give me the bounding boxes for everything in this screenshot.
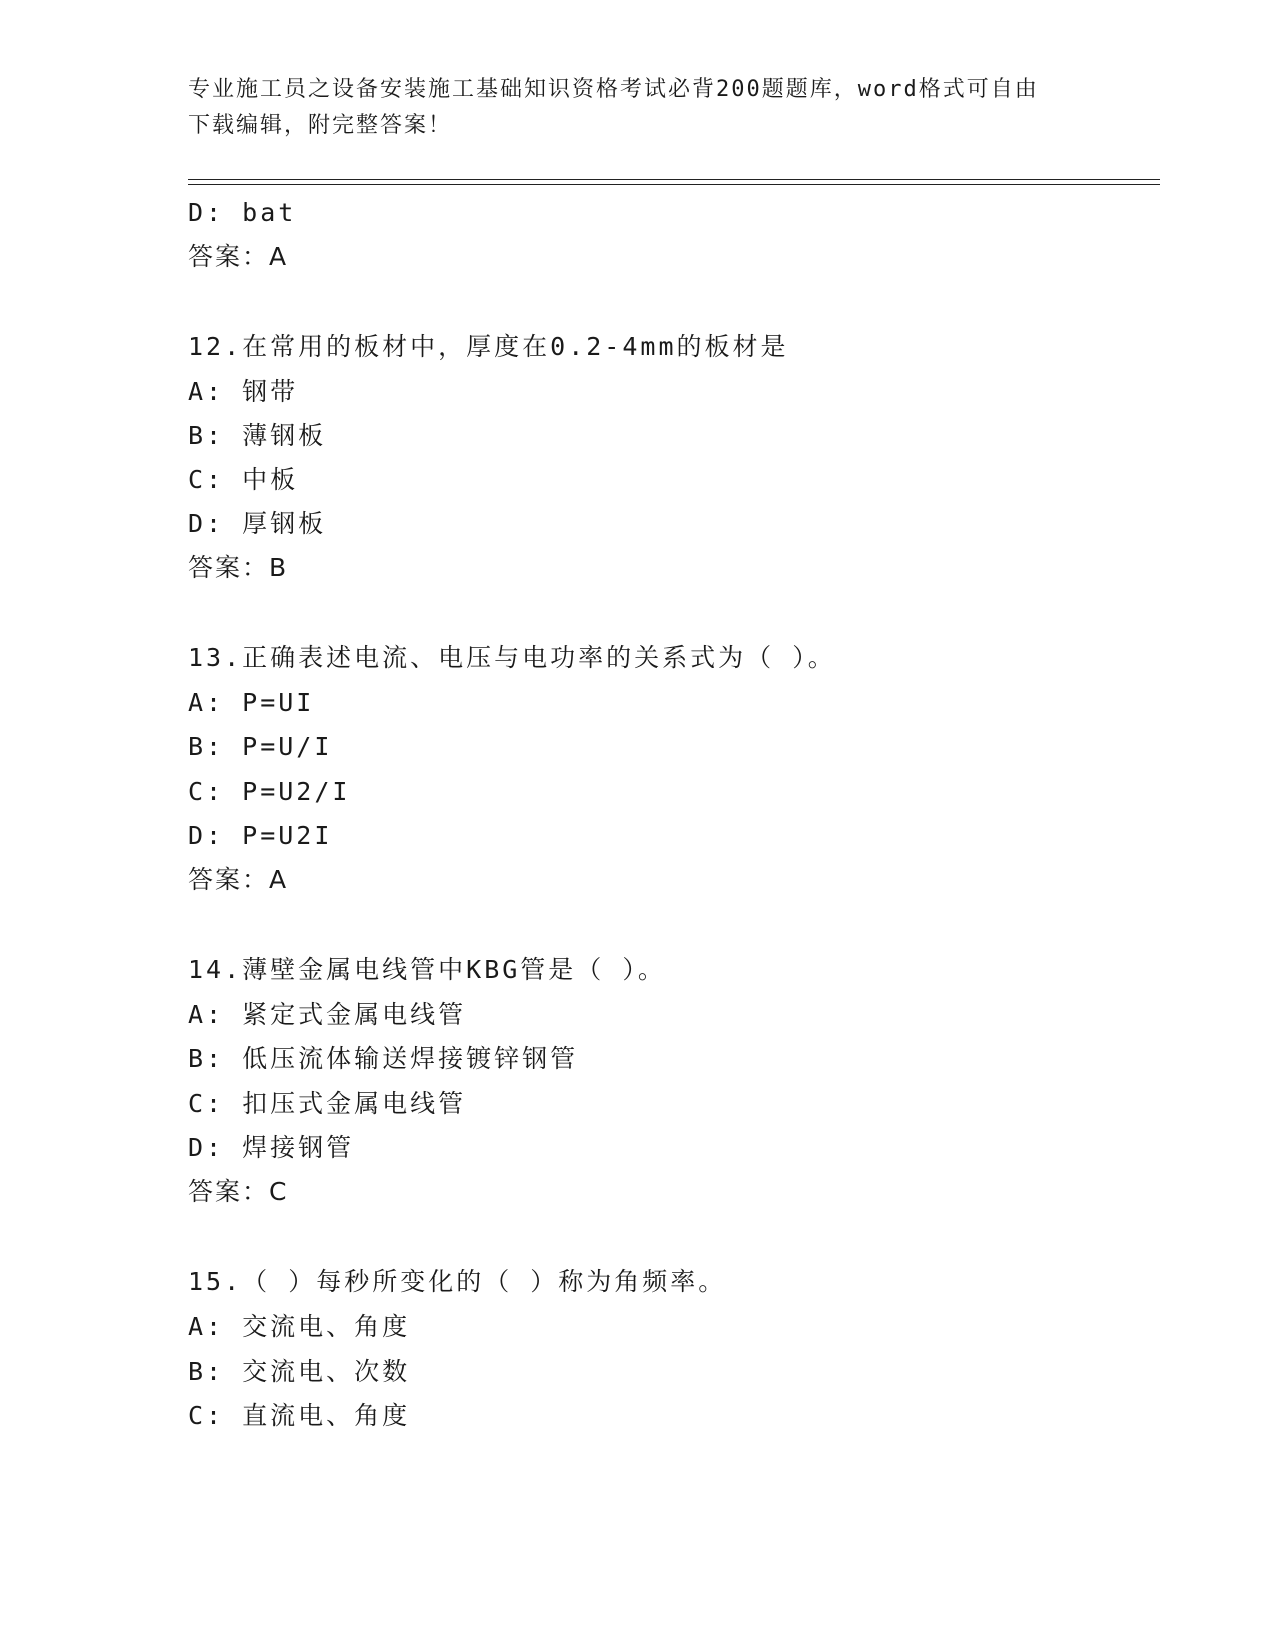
question-13-option-d: D: P=U2I (188, 821, 333, 850)
header-line-1: 专业施工员之设备安装施工基础知识资格考试必背200题题库，word格式可自由 (188, 77, 1039, 102)
question-15-option-b: B: 交流电、次数 (188, 1357, 411, 1386)
question-15-stem: 15.（ ）每秒所变化的（ ）称为角频率。 (188, 1267, 727, 1296)
question-12-option-a: A: 钢带 (188, 377, 299, 406)
header-divider-top (188, 179, 1160, 180)
header-divider-bottom (188, 184, 1160, 185)
question-13-option-b: B: P=U/I (188, 732, 333, 761)
question-12-option-c: C: 中板 (188, 465, 299, 494)
question-15-option-c: C: 直流电、角度 (188, 1401, 411, 1430)
prev-option-d: D: bat (188, 198, 297, 227)
question-12-option-d: D: 厚钢板 (188, 509, 327, 538)
prev-answer: 答案：A (188, 242, 289, 271)
question-12-answer: 答案：B (188, 553, 289, 582)
question-14-answer: 答案：C (188, 1177, 289, 1206)
question-13-stem: 13.正确表述电流、电压与电功率的关系式为（ ）。 (188, 643, 836, 672)
question-14-option-d: D: 焊接钢管 (188, 1133, 355, 1162)
question-12-option-b: B: 薄钢板 (188, 421, 327, 450)
question-15-option-a: A: 交流电、角度 (188, 1312, 411, 1341)
question-13-option-a: A: P=UI (188, 688, 315, 717)
question-12-stem: 12.在常用的板材中，厚度在0.2-4mm的板材是 (188, 332, 789, 361)
question-13-option-c: C: P=U2/I (188, 777, 351, 806)
question-13-answer: 答案：A (188, 865, 289, 894)
question-14-stem: 14.薄壁金属电线管中KBG管是（ ）。 (188, 955, 666, 984)
header-line-2: 下载编辑，附完整答案！ (188, 113, 453, 138)
question-14-option-a: A: 紧定式金属电线管 (188, 1000, 467, 1029)
question-14-option-b: B: 低压流体输送焊接镀锌钢管 (188, 1044, 579, 1073)
document-header (188, 72, 1088, 144)
question-14-option-c: C: 扣压式金属电线管 (188, 1089, 467, 1118)
